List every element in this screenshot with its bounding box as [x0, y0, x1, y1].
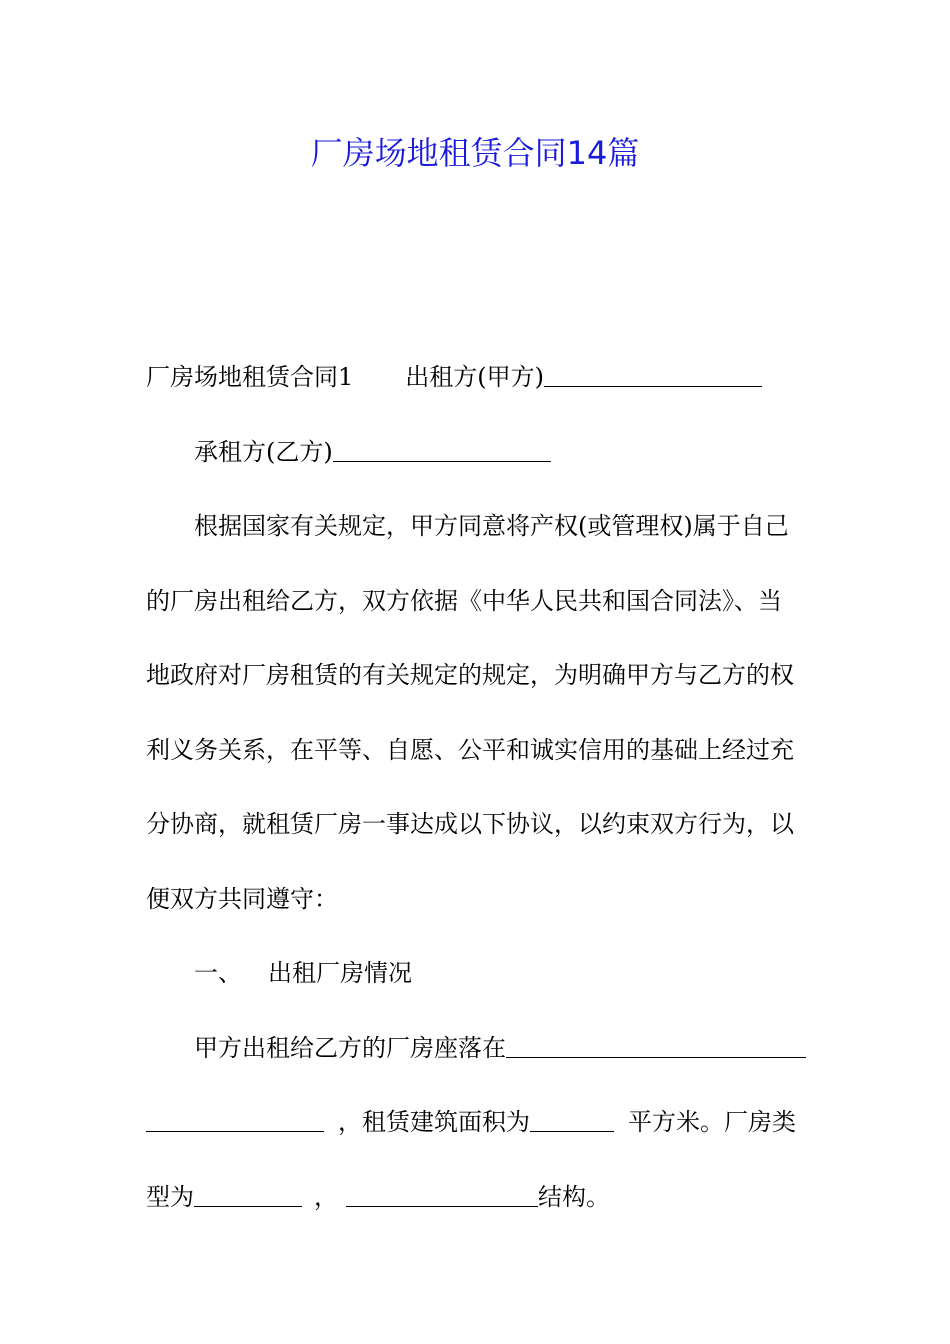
- structure-blank: [346, 1205, 538, 1207]
- lessee-line: [146, 415, 810, 490]
- lessor-blank: [544, 385, 762, 387]
- document-body: [146, 340, 810, 1234]
- structure-suffix: 结构。: [538, 1182, 610, 1211]
- location-text: 甲方出租给乙方的厂房座落在: [194, 1033, 506, 1062]
- type-blank: [194, 1205, 302, 1207]
- preamble-line: 便双方共同遵守：: [146, 884, 338, 913]
- location-blank: [506, 1056, 806, 1058]
- area-unit: 平方米。厂房类: [628, 1108, 796, 1136]
- type-line: [146, 1160, 810, 1235]
- location-line: [146, 1011, 810, 1086]
- preamble-line: 的厂房出租给乙方，双方依据《中华人民共和国合同法》、当: [146, 586, 782, 615]
- header-line: [146, 340, 810, 415]
- area-blank: [530, 1130, 614, 1132]
- type-comma: ，: [314, 1182, 338, 1211]
- lessor-label: 出租方(甲方): [405, 363, 545, 391]
- preamble-line: 地政府对厂房租赁的有关规定的规定，为明确甲方与乙方的权: [146, 661, 794, 689]
- section-number: 一、: [194, 959, 242, 987]
- area-line: [146, 1085, 810, 1160]
- document-title: 厂房场地租赁合同14篇: [310, 134, 640, 172]
- section-heading: [146, 936, 810, 1011]
- preamble-line: 根据国家有关规定，甲方同意将产权(或管理权)属于自己: [194, 512, 789, 540]
- lessee-blank: [333, 460, 551, 462]
- section-title: 出租厂房情况: [268, 959, 412, 987]
- preamble-line: 分协商，就租赁厂房一事达成以下协议，以约束双方行为，以: [146, 810, 794, 838]
- preamble-line: 利义务关系，在平等、自愿、公平和诚实信用的基础上经过充: [146, 735, 794, 764]
- area-text: ，租赁建筑面积为: [338, 1108, 530, 1136]
- contract-name: 厂房场地租赁合同1: [146, 363, 354, 391]
- lessee-label: 承租方(乙方): [194, 437, 333, 466]
- location-blank-continued: [146, 1130, 324, 1132]
- type-prefix: 型为: [146, 1182, 194, 1211]
